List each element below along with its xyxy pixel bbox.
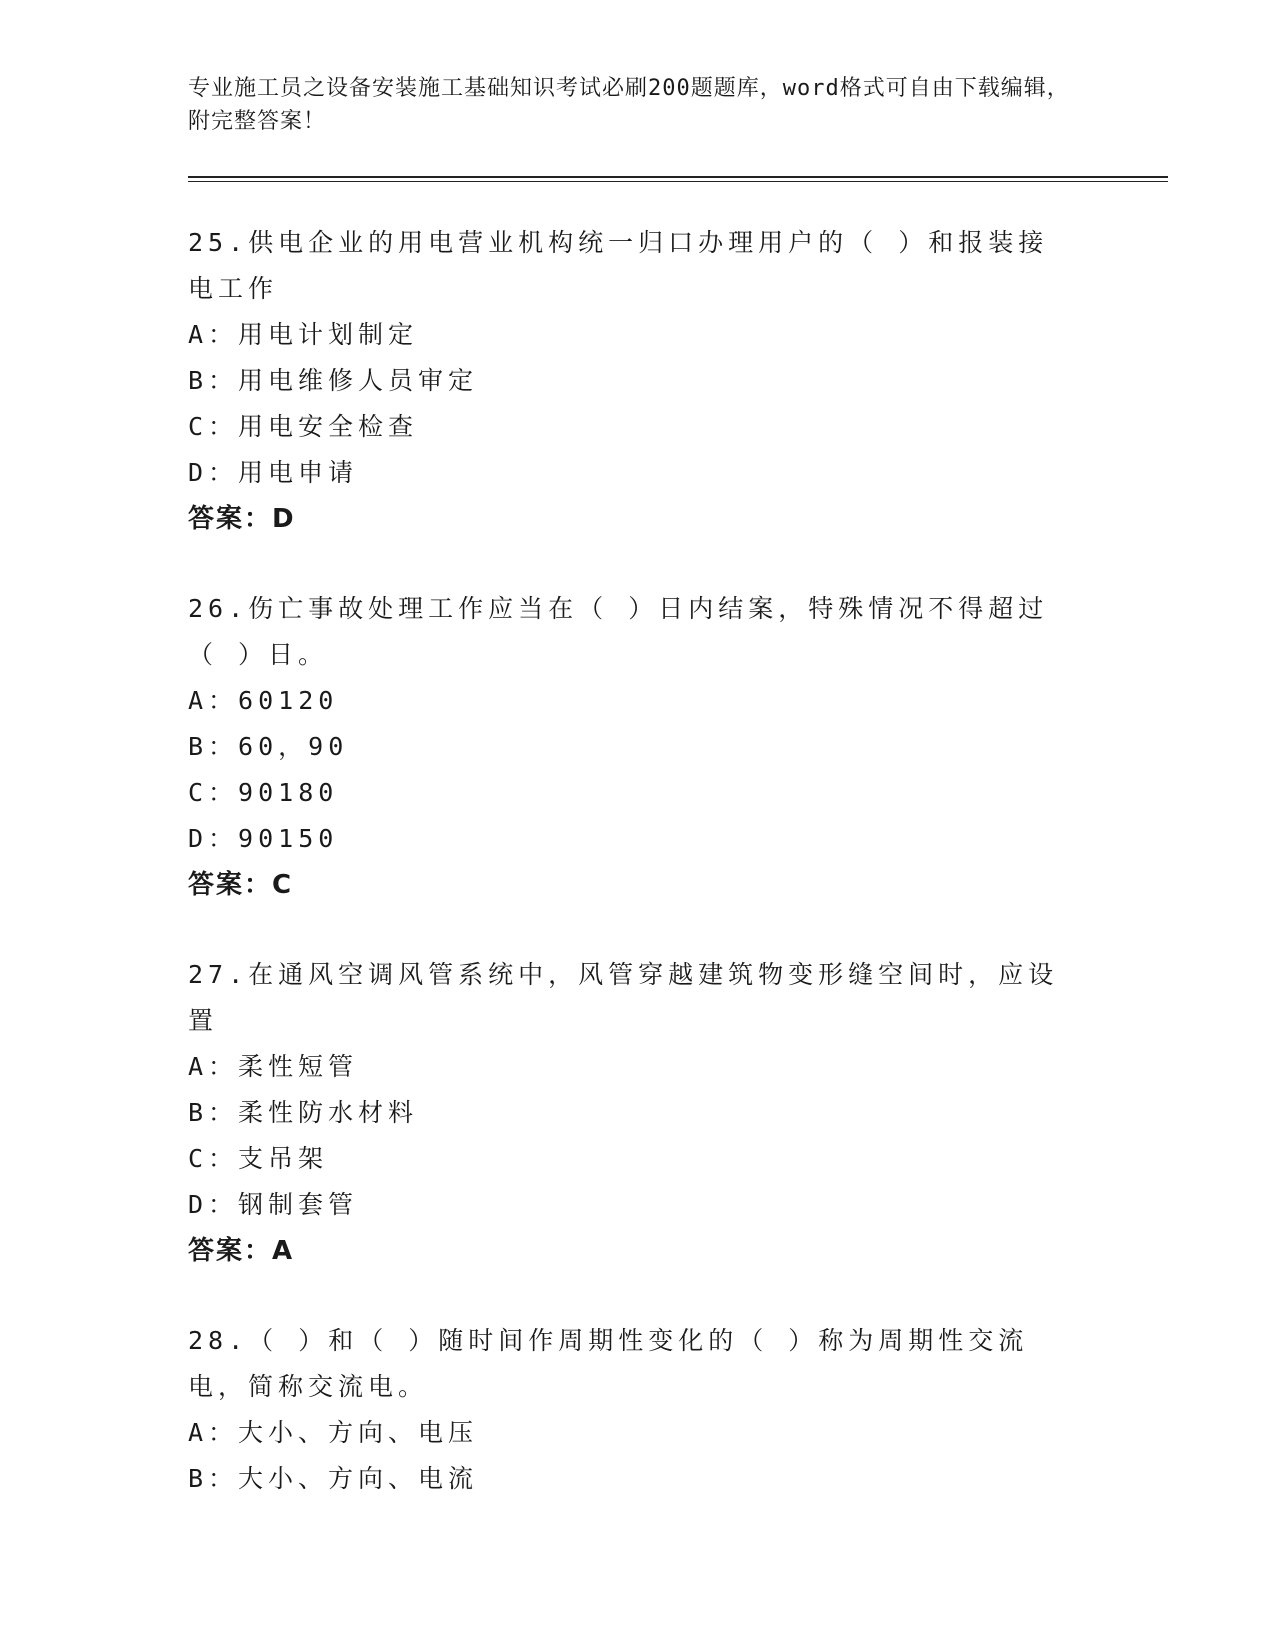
header-divider: [188, 176, 1168, 182]
option-a: A：柔性短管: [188, 1052, 359, 1081]
answer-value: A: [272, 1236, 293, 1266]
document-page: [188, 72, 1168, 1546]
document-header: 专业施工员之设备安装施工基础知识考试必刷200题题库，word格式可自由下载编辑，附完整答案！: [188, 76, 1070, 134]
question-stem: 25.供电企业的用电营业机构统一归口办理用户的（ ）和报装接电工作: [188, 228, 1049, 303]
answer-label: 答案：: [188, 504, 273, 534]
answer-line: [188, 1228, 1168, 1274]
question-28: [188, 1318, 1168, 1502]
option-b: B：大小、方向、电流: [188, 1464, 479, 1493]
option-b: B：60，90: [188, 732, 349, 761]
option-c: C：90180: [188, 778, 339, 807]
answer-line: [188, 862, 1168, 908]
question-27: [188, 952, 1168, 1274]
question-stem: 27.在通风空调风管系统中，风管穿越建筑物变形缝空间时，应设置: [188, 960, 1059, 1035]
answer-value: D: [272, 504, 294, 534]
question-25: [188, 220, 1168, 542]
option-c: C：支吊架: [188, 1144, 329, 1173]
answer-label: 答案：: [188, 1236, 273, 1266]
option-a: A：大小、方向、电压: [188, 1418, 479, 1447]
option-c: C：用电安全检查: [188, 412, 419, 441]
question-26: [188, 586, 1168, 908]
option-a: A：用电计划制定: [188, 320, 419, 349]
option-d: D：90150: [188, 824, 339, 853]
option-d: D：钢制套管: [188, 1190, 359, 1219]
option-a: A：60120: [188, 686, 339, 715]
question-list: [188, 220, 1168, 1502]
option-d: D：用电申请: [188, 458, 359, 487]
question-stem: 28.（ ）和（ ）随时间作周期性变化的（ ）称为周期性交流电，简称交流电。: [188, 1326, 1029, 1401]
answer-label: 答案：: [188, 870, 273, 900]
question-stem: 26.伤亡事故处理工作应当在（ ）日内结案，特殊情况不得超过（ ）日。: [188, 594, 1049, 669]
answer-value: C: [272, 870, 292, 900]
answer-line: [188, 496, 1168, 542]
option-b: B：柔性防水材料: [188, 1098, 419, 1127]
option-b: B：用电维修人员审定: [188, 366, 479, 395]
